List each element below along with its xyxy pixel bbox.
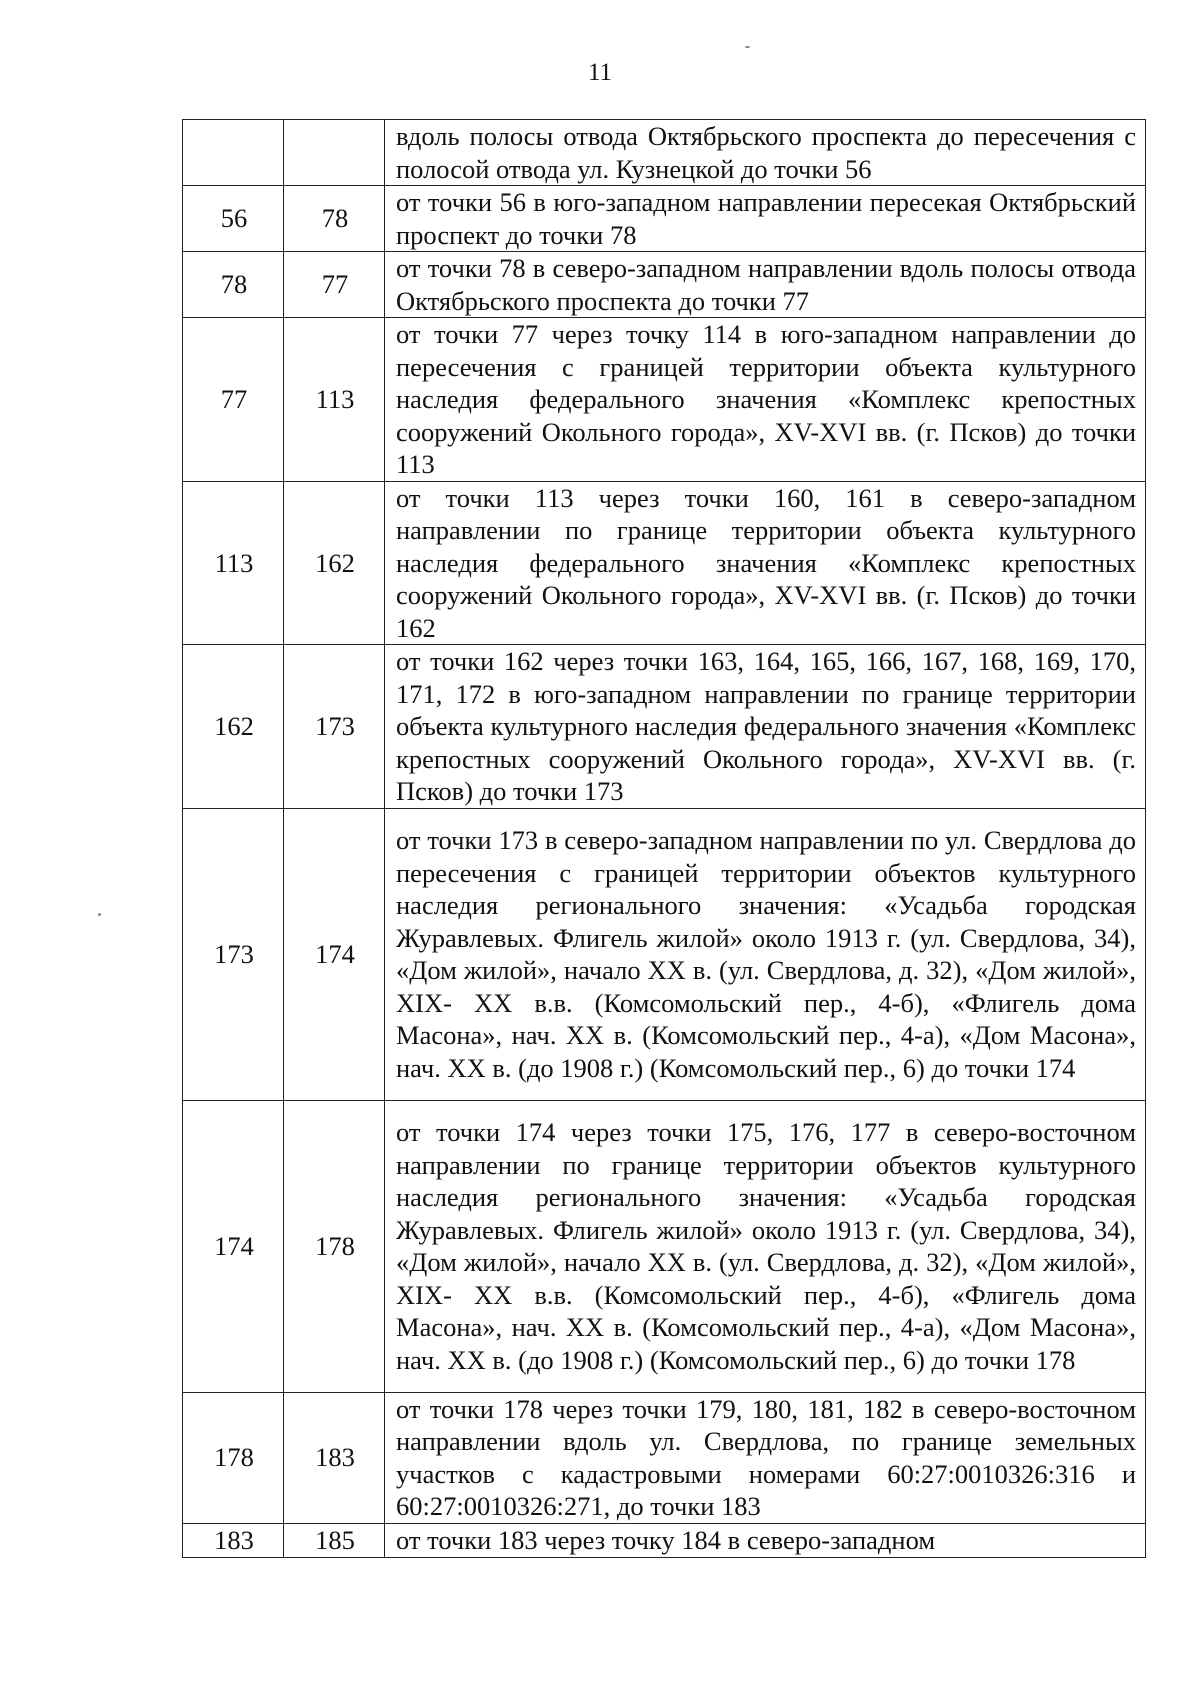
table-row xyxy=(183,1523,1146,1557)
table-row xyxy=(183,808,1146,1100)
to-point-cell: 113 xyxy=(284,318,385,482)
route-description-cell: от точки 56 в юго-западном направлении пересекая Октябрьский проспект до точки 78 xyxy=(385,186,1146,252)
boundary-description-table xyxy=(182,119,1146,1558)
route-description-cell: от точки 77 через точку 114 в юго-западном направлении до пересечения с границей территории объекта культурного наследия федерального значения «Комплекс крепостных сооружений Окольного города», XV-XVI вв. (г. Псков) до точки 113 xyxy=(385,318,1146,482)
scan-speck xyxy=(98,913,101,916)
to-point-cell: 173 xyxy=(284,645,385,809)
to-point-cell: 178 xyxy=(284,1100,385,1392)
from-point-cell: 56 xyxy=(183,186,284,252)
route-description-cell: от точки 78 в северо-западном направлении вдоль полосы отвода Октябрьского проспекта до точки 77 xyxy=(385,252,1146,318)
to-point-cell: 162 xyxy=(284,481,385,645)
from-point-cell: 113 xyxy=(183,481,284,645)
route-description-cell: от точки 173 в северо-западном направлении по ул. Свердлова до пересечения с границей территории объектов культурного наследия регионального значения: «Усадьба городская Журавлевых. Флигель жилой» около 1913 г. (ул. Свердлова, 34), «Дом жилой», начало XX в. (ул. Свердлова, д. 32), «Дом жилой», XIX- XX в.в. (Комсомольский пер., 4-б), «Флигель дома Масона», нач. XX в. (Комсомольский пер., 4-а), «Дом Масона», нач. XX в. (до 1908 г.) (Комсомольский пер., 6) до точки 174 xyxy=(385,808,1146,1100)
from-point-cell: 78 xyxy=(183,252,284,318)
table-row xyxy=(183,318,1146,482)
route-description-cell: от точки 183 через точку 184 в северо-западном xyxy=(385,1523,1146,1557)
route-description-cell: от точки 178 через точки 179, 180, 181, 182 в северо-восточном направлении вдоль ул. Свердлова, по границе земельных участков с кадастровыми номерами 60:27:0010326:316 и 60:27:0010326:271, до точки 183 xyxy=(385,1392,1146,1523)
from-point-cell: 183 xyxy=(183,1523,284,1557)
table-row xyxy=(183,1100,1146,1392)
table-row xyxy=(183,252,1146,318)
route-description-cell: от точки 174 через точки 175, 176, 177 в северо-восточном направлении по границе территории объектов культурного наследия регионального значения: «Усадьба городская Журавлевых. Флигель жилой» около 1913 г. (ул. Свердлова, 34), «Дом жилой», начало XX в. (ул. Свердлова, д. 32), «Дом жилой», XIX- XX в.в. (Комсомольский пер., 4-б), «Флигель дома Масона», нач. XX в. (Комсомольский пер., 4-а), «Дом Масона», нач. XX в. (до 1908 г.) (Комсомольский пер., 6) до точки 178 xyxy=(385,1100,1146,1392)
from-point-cell xyxy=(183,120,284,186)
to-point-cell: 183 xyxy=(284,1392,385,1523)
to-point-cell: 174 xyxy=(284,808,385,1100)
scan-speck xyxy=(745,46,750,48)
from-point-cell: 174 xyxy=(183,1100,284,1392)
route-description-cell: вдоль полосы отвода Октябрьского проспекта до пересечения с полосой отвода ул. Кузнецкой до точки 56 xyxy=(385,120,1146,186)
from-point-cell: 173 xyxy=(183,808,284,1100)
from-point-cell: 178 xyxy=(183,1392,284,1523)
table-row xyxy=(183,481,1146,645)
page-number: 11 xyxy=(587,59,613,86)
route-description-cell: от точки 162 через точки 163, 164, 165, 166, 167, 168, 169, 170, 171, 172 в юго-западном направлении по границе территории объекта культурного наследия федерального значения «Комплекс крепостных сооружений Окольного города», XV-XVI вв. (г. Псков) до точки 173 xyxy=(385,645,1146,809)
to-point-cell xyxy=(284,120,385,186)
from-point-cell: 162 xyxy=(183,645,284,809)
from-point-cell: 77 xyxy=(183,318,284,482)
table-row xyxy=(183,186,1146,252)
to-point-cell: 185 xyxy=(284,1523,385,1557)
to-point-cell: 77 xyxy=(284,252,385,318)
to-point-cell: 78 xyxy=(284,186,385,252)
table-row xyxy=(183,645,1146,809)
table-row xyxy=(183,1392,1146,1523)
route-description-cell: от точки 113 через точки 160, 161 в северо-западном направлении по границе территории объекта культурного наследия федерального значения «Комплекс крепостных сооружений Окольного города», XV-XVI вв. (г. Псков) до точки 162 xyxy=(385,481,1146,645)
table-row xyxy=(183,120,1146,186)
